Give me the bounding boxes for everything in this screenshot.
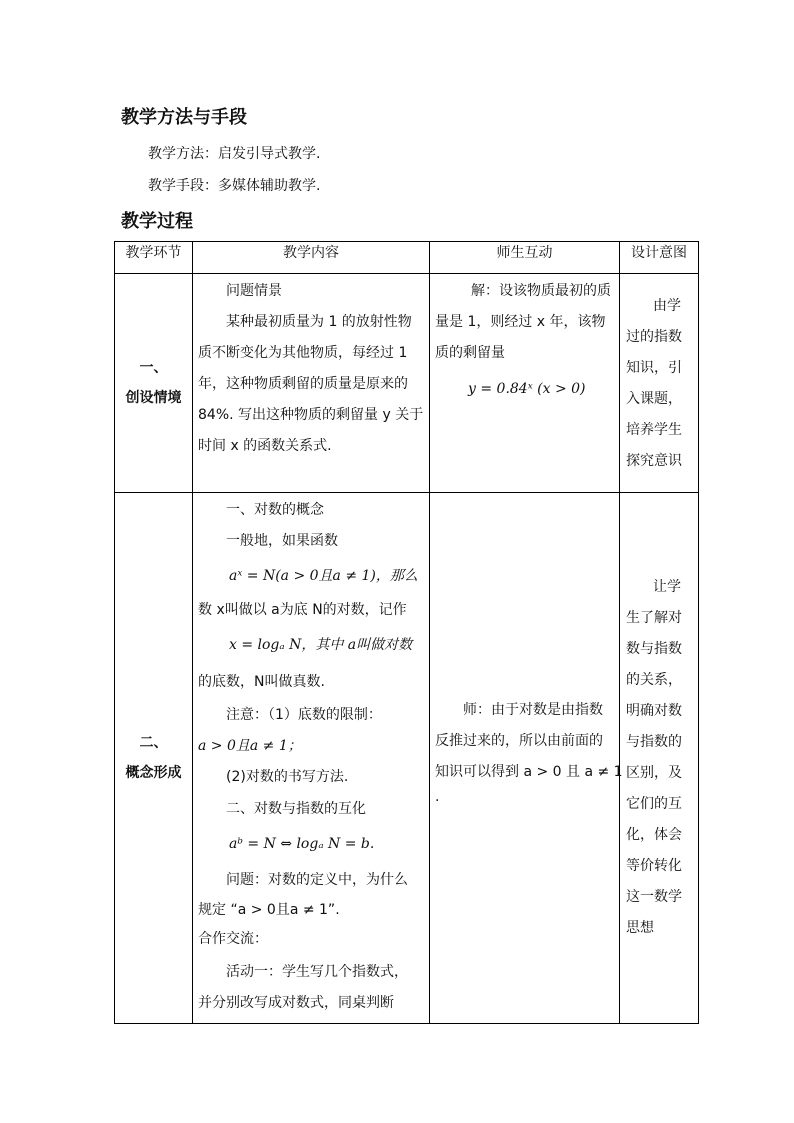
interaction-line: 量是 1，则经过 x 年，该物 bbox=[435, 314, 606, 330]
formula-expression: y = 0.84ˣ (x > 0) bbox=[468, 381, 586, 397]
content-line: 的底数，N叫做真数. bbox=[198, 674, 325, 690]
stage-cell bbox=[115, 274, 193, 493]
content-line: 规定 “a > 0且a ≠ 1”. bbox=[198, 902, 340, 918]
stage-title: 概念形成 bbox=[125, 765, 182, 781]
stage-number: 二、 bbox=[139, 735, 168, 751]
table-row bbox=[115, 274, 699, 493]
intent-line: 由学 bbox=[653, 298, 681, 314]
process-heading: 教学过程 bbox=[121, 211, 193, 232]
formula-expression: x = logₐ N，其中 a叫做对数 bbox=[229, 637, 413, 653]
interaction-cell bbox=[430, 274, 620, 493]
intent-line: 区别，及 bbox=[626, 765, 682, 781]
interaction-line: 知识可以得到 a > 0 且 a ≠ 1 bbox=[435, 764, 623, 780]
content-line: 一般地，如果函数 bbox=[226, 533, 338, 549]
content-line: 年，这种物质剩留的质量是原来的 bbox=[198, 376, 408, 392]
intent-line: 知识，引 bbox=[626, 360, 682, 376]
intent-line: 它们的互 bbox=[626, 796, 682, 812]
intent-line: 与指数的 bbox=[626, 734, 682, 750]
header-content: 教学内容 bbox=[193, 242, 430, 274]
formula-expression: aᵇ = N ⇔ logₐ N = b. bbox=[229, 836, 375, 852]
content-line: 质不断变化为其他物质，每经过 1 bbox=[198, 345, 408, 361]
content-line: 一、对数的概念 bbox=[226, 502, 324, 518]
method-line: 教学方法：启发引导式教学. bbox=[148, 146, 321, 162]
content-line: 合作交流： bbox=[198, 931, 268, 947]
intent-line: 让学 bbox=[653, 579, 681, 595]
content-line: 问题情景 bbox=[226, 283, 282, 299]
interaction-line: 解：设该物质最初的质 bbox=[471, 283, 611, 299]
table-header-row bbox=[115, 242, 699, 274]
content-line: 问题：对数的定义中，为什么 bbox=[226, 872, 408, 888]
intent-line: 这一数学 bbox=[626, 889, 682, 905]
interaction-line: 反推过来的，所以由前面的 bbox=[435, 733, 603, 749]
formula-expression: a > 0且a ≠ 1； bbox=[198, 738, 302, 754]
table-row bbox=[115, 493, 699, 1024]
content-cell bbox=[193, 493, 430, 1024]
stage-title: 创设情境 bbox=[125, 390, 182, 406]
intent-line: 数与指数 bbox=[626, 641, 682, 657]
intent-line: 生了解对 bbox=[626, 610, 682, 626]
intent-line: 培养学生 bbox=[626, 422, 682, 438]
intent-line: 入课题， bbox=[626, 391, 682, 407]
header-intent: 设计意图 bbox=[620, 242, 699, 274]
header-stage: 教学环节 bbox=[115, 242, 193, 274]
content-line: 并分别改写成对数式，同桌判断 bbox=[198, 995, 394, 1011]
intent-line: 过的指数 bbox=[626, 329, 682, 345]
content-line: 注意：（1）底数的限制： bbox=[226, 707, 382, 723]
content-line: 二、对数与指数的互化 bbox=[226, 801, 366, 817]
content-line: (2)对数的书写方法. bbox=[226, 769, 349, 785]
method-heading: 教学方法与手段 bbox=[121, 107, 247, 128]
intent-line: 探究意识 bbox=[626, 453, 682, 469]
intent-line: 等价转化 bbox=[626, 858, 682, 874]
content-line: 活动一：学生写几个指数式， bbox=[226, 964, 408, 980]
interaction-line: 师：由于对数是由指数 bbox=[463, 702, 603, 718]
interaction-line: 质的剩留量 bbox=[435, 345, 505, 361]
interaction-cell bbox=[430, 493, 623, 1024]
formula-expression: aˣ = N(a > 0且a ≠ 1)，那么 bbox=[229, 568, 418, 584]
intent-cell bbox=[620, 493, 699, 1024]
means-line: 教学手段：多媒体辅助教学. bbox=[148, 178, 321, 194]
content-cell bbox=[193, 274, 430, 493]
content-line: 84%. 写出这种物质的剩留量 y 关于 bbox=[198, 407, 424, 423]
intent-line: 化，体会 bbox=[626, 827, 682, 843]
stage-number: 一、 bbox=[139, 360, 168, 376]
header-interaction: 师生互动 bbox=[430, 242, 620, 274]
stage-cell bbox=[115, 493, 193, 1024]
teaching-process-table bbox=[114, 241, 699, 1024]
intent-line: 明确对数 bbox=[626, 703, 682, 719]
intent-line: 思想 bbox=[626, 920, 654, 936]
intent-cell bbox=[620, 274, 699, 493]
intent-line: 的关系， bbox=[626, 672, 682, 688]
interaction-line: . bbox=[435, 789, 440, 805]
content-line: 某种最初质量为 1 的放射性物 bbox=[226, 314, 412, 330]
content-line: 时间 x 的函数关系式. bbox=[198, 438, 332, 454]
content-line: 数 x叫做以 a为底 N的对数，记作 bbox=[198, 602, 407, 618]
